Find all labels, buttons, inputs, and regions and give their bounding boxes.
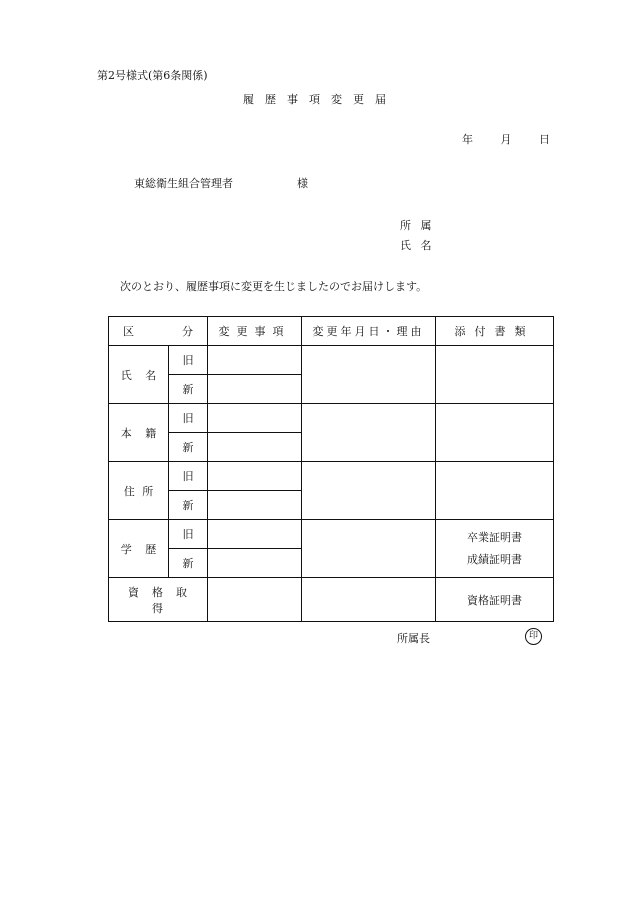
old-label: 旧 [169, 404, 208, 433]
chief-label: 所属長 [397, 632, 430, 645]
name-old-field[interactable] [208, 346, 302, 375]
table-header-row [109, 317, 554, 346]
table-row [109, 346, 554, 375]
form-title: 履歴事項変更届 [243, 93, 397, 106]
name-attachments-cell [436, 346, 554, 404]
table-row [109, 404, 554, 433]
old-label: 旧 [169, 520, 208, 549]
qualification-change-field[interactable] [208, 578, 302, 622]
header-attachments: 添付書類 [436, 317, 554, 346]
education-date-reason-field[interactable] [302, 520, 436, 578]
education-attachments-cell [436, 520, 554, 578]
seal-mark: 印 [525, 628, 542, 645]
qualification-date-reason-field[interactable] [302, 578, 436, 622]
graduation-certificate: 卒業証明書 [467, 530, 522, 544]
table-row [109, 462, 554, 491]
body-text: 次のとおり、履歴事項に変更を生じましたのでお届けします。 [120, 280, 428, 293]
table-row [109, 578, 554, 622]
domicile-date-reason-field[interactable] [302, 404, 436, 462]
row-label-address: 住 所 [109, 462, 169, 520]
header-kubun [109, 317, 208, 346]
header-kubun-left: 区 [123, 325, 134, 338]
domicile-old-field[interactable] [208, 404, 302, 433]
old-label: 旧 [169, 462, 208, 491]
addressee-honorific: 様 [297, 177, 308, 190]
row-label-domicile: 本 籍 [109, 404, 169, 462]
header-date-reason: 変更年月日・理由 [302, 317, 436, 346]
old-label: 旧 [169, 346, 208, 375]
change-table [108, 316, 554, 622]
new-label: 新 [169, 433, 208, 462]
education-old-field[interactable] [208, 520, 302, 549]
row-label-education: 学 歴 [109, 520, 169, 578]
row-label-qualification: 資格取得 [109, 578, 208, 622]
name-date-reason-field[interactable] [302, 346, 436, 404]
table-row [109, 520, 554, 549]
qualification-certificate: 資格証明書 [436, 578, 554, 622]
transcript: 成績証明書 [467, 552, 522, 566]
applicant-name-label: 氏 名 [400, 239, 432, 252]
domicile-attachments-cell [436, 404, 554, 462]
new-label: 新 [169, 375, 208, 404]
education-new-field[interactable] [208, 549, 302, 578]
new-label: 新 [169, 549, 208, 578]
date-line: 年 月 日 [462, 133, 550, 146]
header-kubun-right: 分 [182, 325, 193, 338]
form-number: 第2号様式(第6条関係) [97, 69, 208, 82]
address-new-field[interactable] [208, 491, 302, 520]
address-attachments-cell [436, 462, 554, 520]
addressee-name: 東総衛生組合管理者 [134, 177, 233, 190]
new-label: 新 [169, 491, 208, 520]
row-label-name: 氏 名 [109, 346, 169, 404]
name-new-field[interactable] [208, 375, 302, 404]
header-change-item: 変更事項 [208, 317, 302, 346]
address-old-field[interactable] [208, 462, 302, 491]
domicile-new-field[interactable] [208, 433, 302, 462]
address-date-reason-field[interactable] [302, 462, 436, 520]
affiliation-label: 所 属 [400, 219, 432, 232]
